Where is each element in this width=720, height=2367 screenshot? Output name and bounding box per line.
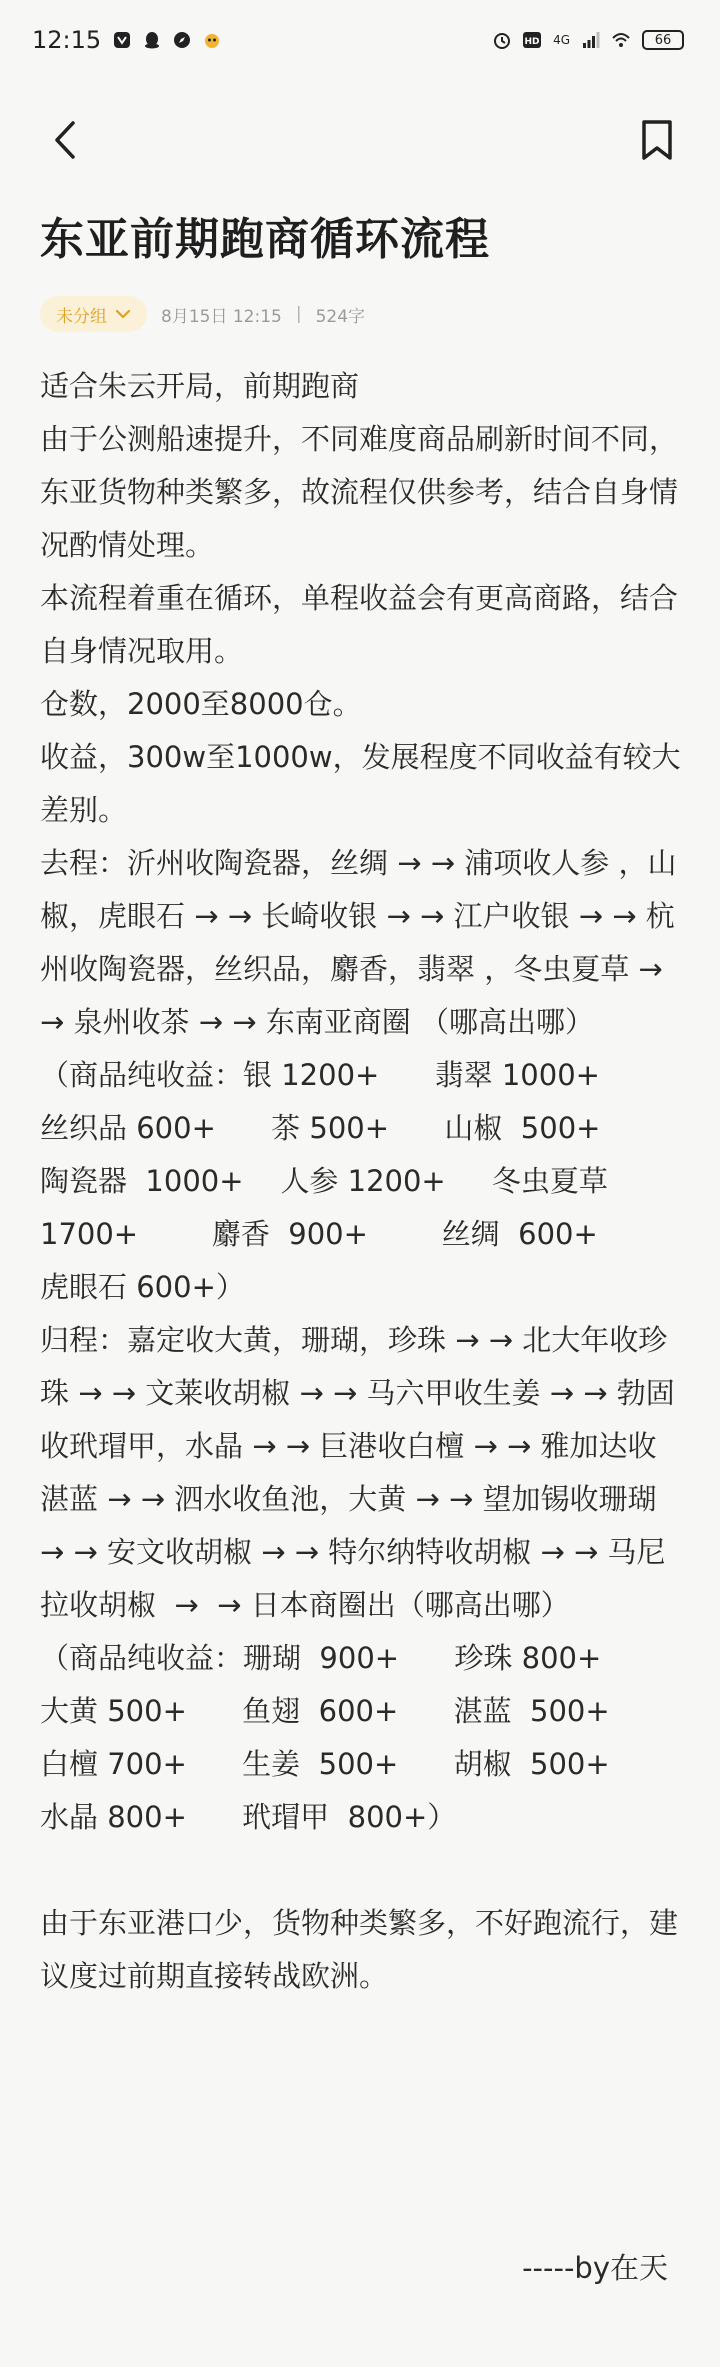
note-body[interactable] — [40, 360, 685, 2003]
bookmark-button[interactable] — [632, 100, 682, 180]
paragraph-focus: 本流程着重在循环，单程收益会有更高商路，结合自身情况取用。 — [40, 581, 679, 668]
group-label: 未分组 — [56, 306, 107, 327]
bookmark-icon — [640, 119, 674, 161]
paragraph-conclusion: 由于东亚港口少，货物种类繁多，不好跑流行，建议度过前期直接转战欧洲。 — [40, 1906, 679, 1993]
signal-icon — [582, 31, 600, 49]
paragraph-return-profit: （商品纯收益：珊瑚 900+ 珍珠 800+ 大黄 500+ 鱼翅 600+ 湛蓝 500+ 白檀 700+ 生姜 500+ 胡椒 500+ 水晶 800+ 玳瑁甲 800+） — [40, 1641, 610, 1834]
group-selector[interactable] — [40, 296, 147, 332]
back-arrow-icon — [52, 120, 78, 160]
note-meta — [40, 296, 365, 332]
status-time: 12:15 — [32, 26, 102, 54]
paragraph-disclaimer: 由于公测船速提升，不同难度商品刷新时间不同，东亚货物种类繁多，故流程仅供参考，结合自身情况酌情处理。 — [40, 422, 679, 562]
app-notification-icon — [113, 31, 131, 49]
hd-icon — [523, 31, 541, 49]
alarm-icon — [493, 31, 511, 49]
battery-indicator: 66 — [642, 30, 684, 50]
paragraph-outbound-route: 去程：沂州收陶瓷器，丝绸 → → 浦项收人参 ，山椒，虎眼石 → → 长崎收银 → → 江户收银 → → 杭州收陶瓷器，丝织品，麝香，翡翠 ，冬虫夏草 → → 泉州收茶 → → 东南亚商圈 （哪高出哪） — [40, 846, 677, 1039]
wifi-icon — [612, 31, 630, 49]
word-count: 524字 — [315, 306, 366, 327]
top-navigation — [0, 80, 720, 200]
qq-icon — [143, 31, 161, 49]
meta-separator: | — [295, 304, 302, 324]
chevron-down-icon — [115, 309, 131, 319]
paragraph-return-route: 归程：嘉定收大黄，珊瑚，珍珠 → → 北大年收珍珠 → → 文莱收胡椒 → → 马六甲收生姜 → → 勃固收玳瑁甲，水晶 → → 巨港收白檀 → → 雅加达收湛蓝 → → 泗水收鱼池，大黄 → → 望加锡收珊瑚 → → 安文收胡椒 → → 特尔纳特收胡椒 → → 马尼拉收胡椒 → → 日本商圈出（哪高出哪） — [40, 1323, 675, 1622]
status-bar — [0, 0, 720, 80]
status-right — [493, 30, 684, 50]
blank-line — [40, 1844, 685, 1897]
game-app-icon — [203, 31, 221, 49]
status-left — [32, 26, 221, 54]
signature: -----by在天 — [522, 2251, 668, 2285]
paragraph-profit: 收益，300w至1000w，发展程度不同收益有较大差别。 — [40, 740, 681, 827]
network-type: 4G — [553, 33, 570, 47]
compass-app-icon — [173, 31, 191, 49]
paragraph-outbound-profit: （商品纯收益：银 1200+ 翡翠 1000+ 丝织品 600+ 茶 500+ 山椒 500+ 陶瓷器 1000+ 人参 1200+ 冬虫夏草 1700+ 麝香 900+ 丝绸 600+ 虎眼石 600+） — [40, 1058, 608, 1304]
paragraph-intro: 适合朱云开局，前期跑商 — [40, 369, 360, 403]
back-button[interactable] — [40, 100, 90, 180]
note-title[interactable]: 东亚前期跑商循环流程 — [40, 214, 490, 265]
svg-text:HD: HD — [524, 37, 540, 47]
note-date: 8月15日 12:15 — [161, 306, 282, 327]
paragraph-capacity: 仓数，2000至8000仓。 — [40, 687, 362, 721]
